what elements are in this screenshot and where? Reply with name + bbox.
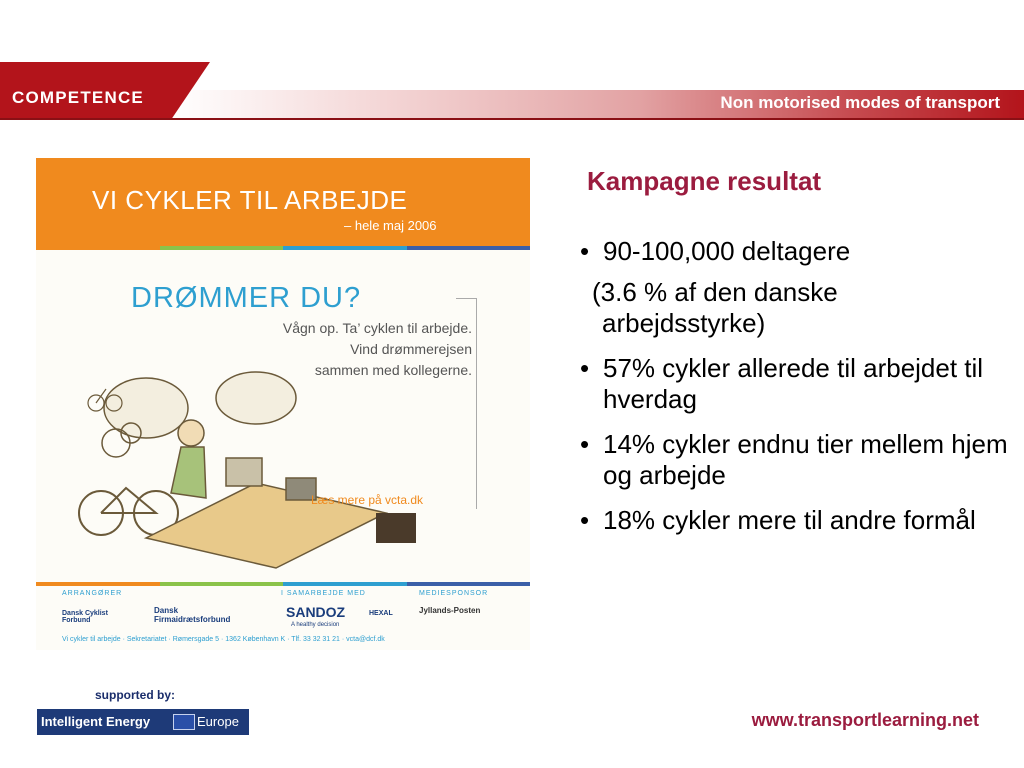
list-item-note-line: arbejdsstyrke) bbox=[602, 308, 766, 338]
website-link[interactable]: www.transportlearning.net bbox=[751, 710, 979, 730]
list-item-text: 57% cykler allerede til arbejdet til hverdag bbox=[603, 353, 984, 414]
sponsor-logo-dcf: Dansk Cyklist Forbund bbox=[62, 610, 108, 624]
list-item bbox=[580, 236, 1010, 267]
poster-header bbox=[36, 158, 530, 246]
poster-tagline-line: Vind drømmerejsen bbox=[350, 341, 472, 357]
competence-logo: COMPETENCE bbox=[12, 88, 144, 107]
program-region: Europe bbox=[197, 714, 239, 729]
list-item-text: 14% cykler endnu tier mellem hjem og arbejde bbox=[603, 429, 1008, 490]
list-item bbox=[580, 505, 1010, 536]
poster-tagline-line: Vågn op. Ta’ cyklen til arbejde. bbox=[282, 320, 472, 336]
sponsor-label: I SAMARBEJDE MED bbox=[281, 590, 366, 597]
list-item-text: 90-100,000 deltagere bbox=[603, 236, 851, 266]
bullet-icon: • bbox=[580, 429, 590, 459]
list-item bbox=[580, 429, 1010, 491]
sponsor-label: MEDIESPONSOR bbox=[419, 590, 489, 597]
sponsor-logo-sandoz: SANDOZ bbox=[286, 604, 346, 620]
header-title: Non motorised modes of transport bbox=[720, 93, 1000, 112]
list-item-text: 18% cykler mere til andre formål bbox=[603, 505, 976, 535]
program-name: Intelligent Energy bbox=[41, 714, 151, 729]
office-cyclist-illustration bbox=[56, 363, 476, 573]
list-item-note bbox=[580, 277, 1010, 339]
intelligent-energy-logo bbox=[37, 709, 249, 735]
sponsor-label: ARRANGØRER bbox=[62, 590, 123, 597]
poster-date: – hele maj 2006 bbox=[344, 218, 437, 233]
results-list bbox=[580, 236, 1010, 550]
bullet-icon: • bbox=[580, 505, 590, 535]
campaign-poster bbox=[36, 158, 530, 650]
bullet-icon: • bbox=[580, 353, 590, 383]
slide-title: Kampagne resultat bbox=[587, 166, 822, 196]
sponsor-slogan: A healthy decision bbox=[291, 622, 340, 628]
supported-by-label: supported by: bbox=[95, 688, 175, 702]
list-item bbox=[580, 353, 1010, 415]
header-banner bbox=[0, 60, 1024, 120]
poster-color-stripe bbox=[36, 246, 530, 250]
poster-headline: VI CYKLER TIL ARBEJDE bbox=[92, 185, 408, 215]
sponsor-logo-hexal: HEXAL bbox=[369, 610, 393, 617]
bullet-icon: • bbox=[580, 236, 590, 266]
eu-flag-icon bbox=[173, 714, 195, 730]
poster-footer-stripe bbox=[36, 582, 530, 586]
header-divider bbox=[0, 118, 1024, 120]
poster-tagline-line: sammen med kollegerne. bbox=[314, 362, 472, 378]
sponsor-logo-jp: Jyllands-Posten bbox=[419, 606, 481, 615]
poster-read-more: Læs mere på vcta.dk bbox=[311, 493, 424, 507]
poster-question: DRØMMER DU? bbox=[131, 282, 362, 314]
list-item-note-line: (3.6 % af den danske bbox=[592, 277, 838, 307]
sponsor-logo-dfif: Dansk Firmaidrætsforbund bbox=[154, 606, 231, 624]
poster-contact-footer: Vi cykler til arbejde · Sekretariatet · Rømersgade 5 · 1362 København K · Tlf. 33 32 31 21 · vcta@dcf.dk bbox=[62, 636, 385, 643]
